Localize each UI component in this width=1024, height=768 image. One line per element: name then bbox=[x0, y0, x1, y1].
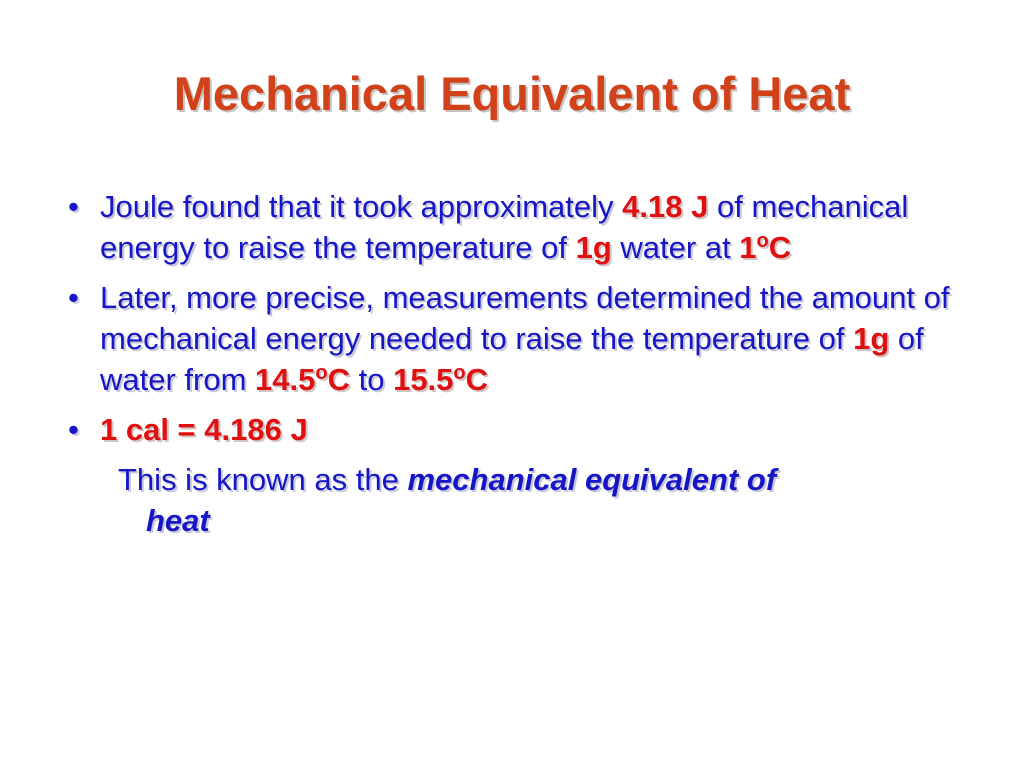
calorie-equation: 1 cal = 4.186 J bbox=[100, 412, 308, 447]
temperature-number: 14.5 bbox=[255, 362, 316, 397]
highlight-value: 4.18 J bbox=[622, 189, 709, 224]
bullet-text: of mechanical energy to raise the temperature of bbox=[100, 189, 909, 265]
degree-superscript: o bbox=[315, 362, 328, 384]
temperature-unit: C bbox=[465, 362, 489, 397]
bullet-dot-icon: • bbox=[68, 189, 79, 224]
bullet-text: Joule found that it took approximately bbox=[100, 189, 623, 224]
bullet-text: of water from bbox=[100, 321, 924, 397]
bullet-item-joule bbox=[62, 186, 972, 268]
note-emphasis-continued: heat bbox=[146, 503, 210, 538]
bullet-text: water at bbox=[611, 230, 740, 265]
temperature-unit: C bbox=[768, 230, 792, 265]
mechanical-equivalent-note bbox=[62, 459, 972, 541]
highlight-value bbox=[393, 362, 488, 397]
degree-superscript: o bbox=[453, 362, 466, 384]
highlight-value: 1g bbox=[575, 230, 612, 265]
highlight-value bbox=[255, 362, 350, 397]
note-prefix: This is known as the bbox=[118, 462, 408, 497]
bullet-item-calorie bbox=[62, 409, 972, 450]
bullet-text: to bbox=[349, 362, 394, 397]
temperature-number: 1 bbox=[739, 230, 757, 265]
degree-superscript: o bbox=[756, 230, 769, 252]
temperature-number: 15.5 bbox=[393, 362, 454, 397]
highlight-value: 1g bbox=[853, 321, 890, 356]
temperature-unit: C bbox=[327, 362, 350, 397]
slide-body bbox=[62, 186, 972, 541]
note-emphasis: mechanical equivalent of bbox=[407, 462, 777, 497]
slide-title: Mechanical Equivalent of Heat bbox=[173, 67, 851, 120]
bullet-dot-icon: • bbox=[68, 412, 79, 447]
bullet-dot-icon: • bbox=[68, 280, 79, 315]
bullet-text: Later, more precise, measurements determined the amount of mechanical energy needed to raise the temperature of bbox=[100, 280, 950, 356]
bullet-item-measurements bbox=[62, 277, 972, 400]
highlight-value bbox=[739, 230, 791, 265]
